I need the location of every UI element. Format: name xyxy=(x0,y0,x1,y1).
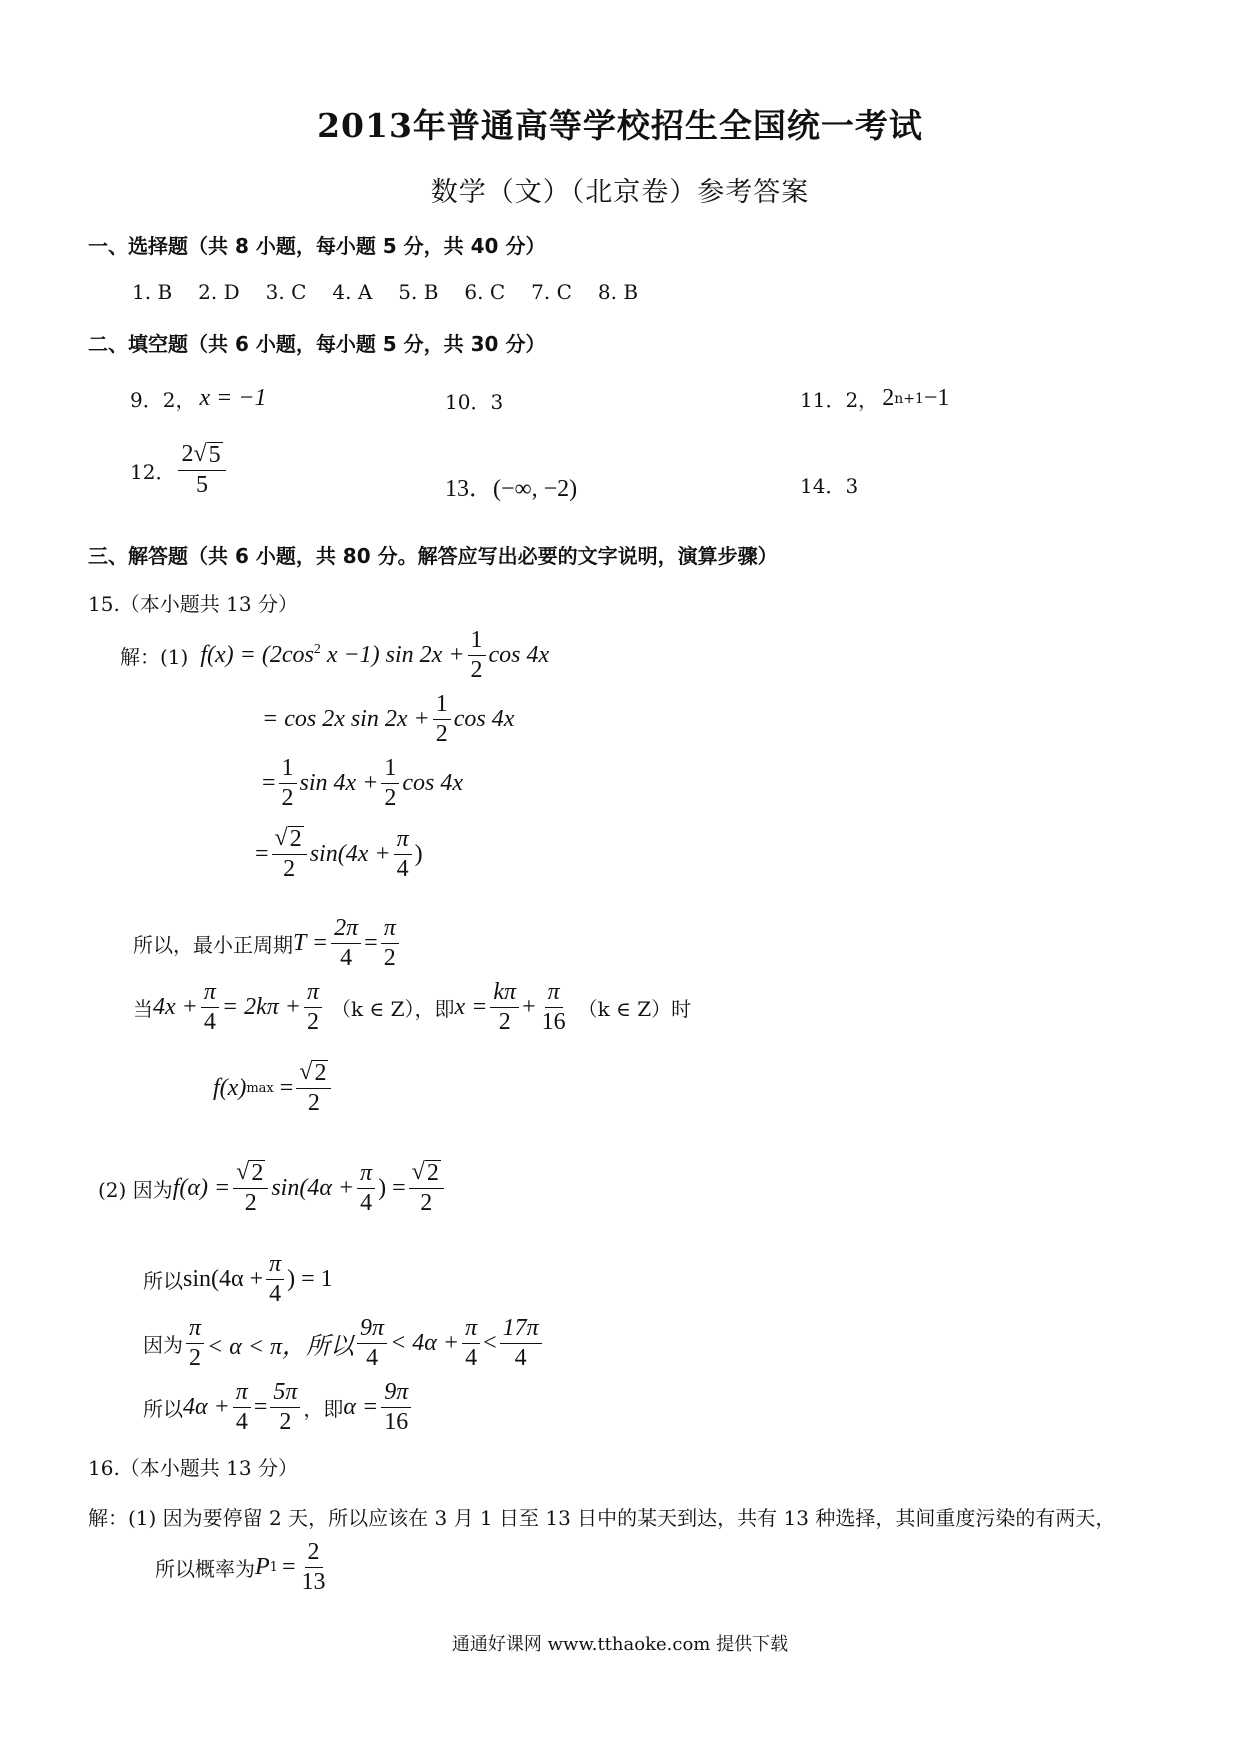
frac-den: 16 xyxy=(384,1409,409,1436)
q15-line1-lhs: f(x) = (2cos xyxy=(200,642,314,669)
footer-download-note: 通通好课网 www.tthaoke.com 提供下载 xyxy=(451,1634,789,1655)
frac-num: π xyxy=(545,980,563,1008)
q15-p2-tail: ) = xyxy=(378,1174,406,1201)
frac-den: 4 xyxy=(269,1281,282,1308)
answer-12-denominator: 5 xyxy=(196,472,209,499)
q15-p2-line3-mid: < α < π，所以 xyxy=(207,1334,355,1361)
frac-den: 2 xyxy=(384,785,397,812)
sqrt-icon: √ xyxy=(411,1159,425,1185)
frac-num: 1 xyxy=(381,756,399,784)
q15-p2-line4-expr: 4α + xyxy=(183,1394,230,1421)
answer-9-label: 9．2， xyxy=(130,388,196,412)
answer-11-label: 11．2， xyxy=(800,388,879,412)
answer-10: 10．3 xyxy=(445,390,504,414)
sqrt-radicand: 2 xyxy=(251,1160,264,1186)
q15-p2-line2-expr: sin(4α + xyxy=(183,1266,264,1293)
equals: = xyxy=(253,1394,268,1421)
q15-fmax-sub: max xyxy=(246,1080,274,1096)
sqrt-radicand: 2 xyxy=(426,1160,439,1186)
q15-line4-head: = xyxy=(255,840,269,867)
answer-12-coef: 2 xyxy=(181,441,194,467)
frac-den: 4 xyxy=(465,1345,478,1372)
frac-num: π xyxy=(201,980,219,1008)
frac-num: π xyxy=(394,827,412,855)
frac-den: 4 xyxy=(396,855,409,882)
frac-num: π xyxy=(266,1252,284,1280)
q16-prob-text: 所以概率为 xyxy=(155,1557,255,1582)
q15-line4 xyxy=(255,826,423,882)
q15-line1-tail: cos 4x xyxy=(488,642,550,669)
frac-num: 1 xyxy=(468,628,486,656)
answer-9-expr: x = −1 xyxy=(199,385,267,411)
frac-den: 2 xyxy=(279,1409,292,1436)
q15-p2-line2-text: 所以 xyxy=(143,1269,183,1294)
q15-p2-line4-alpha: α = xyxy=(343,1394,379,1421)
q15-line3-tail: cos 4x xyxy=(402,770,464,797)
section3-heading: 三、解答题（共 6 小题，共 80 分。解答应写出必要的文字说明，演算步骤） xyxy=(88,544,778,568)
q15-line3 xyxy=(262,756,463,811)
q15-part2-line3 xyxy=(143,1316,545,1371)
q15-fmax xyxy=(213,1060,334,1116)
sqrt-radicand: 2 xyxy=(314,1060,327,1086)
frac-num: π xyxy=(357,1161,375,1189)
q15-line2-tail: cos 4x xyxy=(453,706,515,733)
less-than: < xyxy=(483,1330,497,1357)
answer-12-label: 12． xyxy=(130,459,176,484)
answer-11-tail: −1 xyxy=(923,385,950,411)
sqrt-icon: √ xyxy=(299,1059,313,1085)
equals: = xyxy=(279,1074,294,1101)
frac-den: 2 xyxy=(383,945,396,972)
frac-den: 2 xyxy=(307,1090,320,1117)
q15-period xyxy=(133,916,402,971)
mc-answer: 6. C xyxy=(464,280,506,304)
frac-num: π xyxy=(233,1380,251,1408)
q15-header: 15.（本小题共 13 分） xyxy=(88,592,298,616)
frac-num: 9π xyxy=(381,1380,411,1408)
answer-13: 13．(−∞, −2) xyxy=(445,476,578,502)
multiple-choice-answers xyxy=(132,280,664,304)
q16-probability xyxy=(155,1540,332,1595)
frac-den: 2 xyxy=(189,1345,202,1372)
frac-num: 9π xyxy=(357,1316,387,1344)
frac-den: 4 xyxy=(235,1409,248,1436)
q15-when-expr1: 4x + xyxy=(153,994,198,1021)
frac-den: 4 xyxy=(514,1345,527,1372)
q15-part2-label: (2) 因为 xyxy=(98,1177,173,1202)
q15-fmax-lhs: f(x) xyxy=(213,1074,247,1101)
q15-p2-line2-tail: ) = 1 xyxy=(287,1266,333,1293)
answer-11 xyxy=(800,384,949,413)
answer-11-base: 2 xyxy=(882,385,895,411)
q15-line4-mid: sin(4x + xyxy=(309,840,391,867)
frac-num: 2 xyxy=(305,1540,323,1568)
q15-part2-line1 xyxy=(98,1160,447,1216)
frac-den: 4 xyxy=(203,1009,216,1036)
answer-12 xyxy=(130,442,229,498)
sqrt-icon: √ xyxy=(274,825,288,851)
q15-p2-lhs: f(α) = xyxy=(172,1174,231,1201)
frac-num: 1 xyxy=(279,756,297,784)
plus: + xyxy=(522,994,536,1021)
answer-9 xyxy=(130,384,267,413)
q15-line2 xyxy=(262,692,514,747)
q15-line3-mid: sin 4x + xyxy=(299,770,379,797)
q15-line2-head: = cos 2x sin 2x + xyxy=(262,706,430,733)
frac-den: 16 xyxy=(541,1009,566,1036)
sqrt-icon: √ xyxy=(193,441,207,467)
q15-part1-label: 解：(1) xyxy=(120,645,189,670)
page-title: 2013年普通高等学校招生全国统一考试 xyxy=(317,106,923,145)
frac-den: 4 xyxy=(360,1189,373,1216)
frac-den: 2 xyxy=(435,721,448,748)
q15-when-expr2: = 2kπ + xyxy=(221,994,301,1021)
section2-heading: 二、填空题（共 6 小题，每小题 5 分，共 30 分） xyxy=(88,332,546,356)
frac-den: 2 xyxy=(420,1190,433,1217)
sqrt-radicand: 2 xyxy=(289,826,302,852)
equals: = xyxy=(364,930,378,957)
q15-period-text: 所以，最小正周期 xyxy=(133,933,293,958)
frac-num: 1 xyxy=(433,692,451,720)
equals: = xyxy=(281,1554,296,1581)
frac-num: 2π xyxy=(331,916,361,944)
q15-when-x: x = xyxy=(454,994,488,1021)
q16-header: 16.（本小题共 13 分） xyxy=(88,1456,298,1480)
frac-den: 4 xyxy=(340,945,353,972)
mc-answer: 7. C xyxy=(531,280,572,304)
q16-prob-P: P xyxy=(255,1554,270,1581)
q15-when-cond: （k ∈ Z），即 xyxy=(331,997,455,1022)
q15-line1-square: 2 xyxy=(313,642,321,658)
answer-14: 14．3 xyxy=(800,474,859,498)
q15-p2-line3-lt: < 4α + xyxy=(390,1330,460,1357)
q15-line4-tail: ) xyxy=(414,840,423,867)
frac-num: π xyxy=(186,1316,204,1344)
mc-answer: 4. A xyxy=(332,280,373,304)
frac-den: 2 xyxy=(281,785,294,812)
frac-den: 4 xyxy=(366,1345,379,1372)
q15-when-text: 当 xyxy=(133,997,153,1022)
frac-den: 2 xyxy=(306,1009,319,1036)
q15-line1-mid: x −1) sin 2x + xyxy=(320,642,465,669)
page-subtitle: 数学（文）（北京卷）参考答案 xyxy=(430,177,810,208)
q15-when xyxy=(133,980,691,1035)
frac-den: 2 xyxy=(283,856,296,883)
section1-heading: 一、选择题（共 8 小题，每小题 5 分，共 40 分） xyxy=(88,234,546,258)
q15-line1 xyxy=(120,628,549,683)
mc-answer: 2. D xyxy=(198,280,240,304)
q16-part1: 解：(1) 因为要停留 2 天，所以应该在 3 月 1 日至 13 日中的某天到达，共有 13 种选择，其间重度污染的有两天， xyxy=(88,1506,1116,1530)
answer-12-radicand: 5 xyxy=(208,442,221,468)
mc-answer: 5. B xyxy=(398,280,439,304)
frac-den: 2 xyxy=(498,1009,511,1036)
q15-p2-line4-text: 所以 xyxy=(143,1397,183,1422)
q15-line3-head: = xyxy=(262,770,276,797)
frac-den: 2 xyxy=(470,657,483,684)
q16-prob-sub: 1 xyxy=(269,1560,278,1576)
frac-num: 17π xyxy=(500,1316,542,1344)
q15-part2-line4 xyxy=(143,1380,414,1435)
q15-p2-line4-mid: ，即 xyxy=(303,1397,344,1422)
mc-answer: 3. C xyxy=(265,280,307,304)
answer-11-exponent: n+1 xyxy=(894,390,924,407)
frac-den: 13 xyxy=(301,1569,326,1596)
frac-num: π xyxy=(462,1316,480,1344)
frac-num: π xyxy=(381,916,399,944)
answer-12-fraction xyxy=(178,442,225,498)
frac-num: 5π xyxy=(270,1380,300,1408)
sqrt-icon: √ xyxy=(236,1159,250,1185)
q15-when-tail: （k ∈ Z）时 xyxy=(577,997,692,1022)
q15-part2-line2 xyxy=(143,1252,333,1307)
q15-p2-mid: sin(4α + xyxy=(271,1174,355,1201)
q15-p2-line3-text: 因为 xyxy=(143,1333,183,1358)
frac-num: kπ xyxy=(490,980,519,1008)
mc-answer: 8. B xyxy=(597,280,639,304)
frac-den: 2 xyxy=(244,1190,257,1217)
mc-answer: 1. B xyxy=(132,280,173,304)
frac-num: π xyxy=(304,980,322,1008)
q15-period-T: T = xyxy=(293,930,329,957)
